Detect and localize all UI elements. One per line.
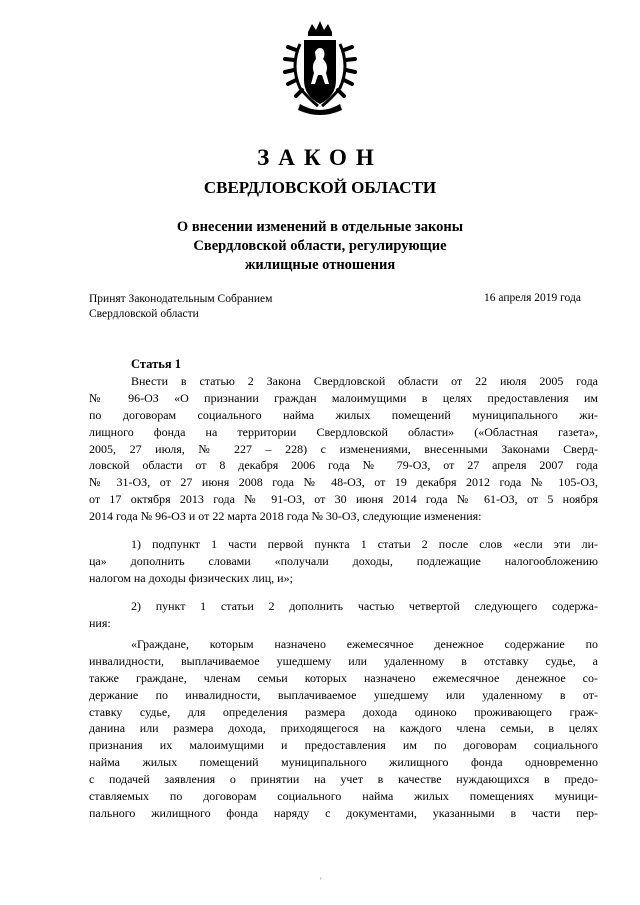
law-subject-line: О внесении изменений в отдельные законы <box>176 219 464 235</box>
text-line: Внести в статью 2 Закона Свердловской области от 22 июля 2005 года <box>131 374 598 388</box>
law-subject-line: жилищные отношения <box>244 257 396 273</box>
text-line: от 17 октября 2013 года № 91-ОЗ, от 30 июня 2014 года № 61-ОЗ, от 5 ноября <box>89 492 598 507</box>
text-line: найма жилых помещений муниципального жилищного фонда одновременно <box>89 755 598 770</box>
text-line: ставляемых по договорам социального найма жилых помещениях муници- <box>89 789 598 804</box>
text-line: № 96-ОЗ «О признании граждан малоимущими в целях предоставления им <box>89 390 598 405</box>
text-line: инвалидности, выплачиваемое ушедшему или удаленному в отставку судье, а <box>89 653 598 668</box>
text-line: признания их малоимущими и предоставления им по договорам социального <box>89 738 598 753</box>
adoption-line: Свердловской области <box>89 308 199 320</box>
text-line: ца» дополнить словами «получали доходы, подлежащие налогообложению <box>89 553 598 568</box>
paragraph <box>89 598 598 632</box>
text-line: 2014 года № 96-ОЗ и от 22 марта 2018 года № 30-ОЗ, следующие изменения: <box>89 509 482 524</box>
text-line: также граждане, членам семьи которых назначено ежемесячное денежное со- <box>89 670 598 685</box>
text-line: данина или размера дохода, приходящегося на каждого члена семьи, в целях <box>89 721 598 736</box>
article-heading: Статья 1 <box>131 357 181 371</box>
text-line: № 31-ОЗ, от 27 июня 2008 года № 48-ОЗ, от 19 декабря 2012 года № 105-ОЗ, <box>89 475 598 490</box>
text-line: налогом на доходы физических лиц, и»; <box>89 570 293 585</box>
region-title: СВЕРДЛОВСКОЙ ОБЛАСТИ <box>203 178 437 197</box>
law-title: ЗАКОН <box>257 145 383 170</box>
law-subject <box>0 218 640 275</box>
paragraph <box>89 636 598 822</box>
text-line: ловской области от 8 декабря 2006 года № 79-ОЗ, от 27 апреля 2007 года <box>89 458 598 473</box>
text-line: ставку судье, для определения размера дохода одиноко проживающего граж- <box>89 704 598 719</box>
text-line: по договорам социального найма жилых помещений муниципального жи- <box>89 407 598 422</box>
text-line: держание по инвалидности, выплачиваемое ушедшему или удаленному в от- <box>89 687 598 702</box>
text-line: с подачей заявления о принятии на учет в качестве нуждающихся в предо- <box>89 772 598 787</box>
law-subject-line: Свердловской области, регулирующие <box>193 238 447 254</box>
page-mark: ' <box>320 876 322 886</box>
text-line: 2) пункт 1 статьи 2 дополнить частью четвертой следующего содержа- <box>131 599 598 613</box>
adoption-date: 16 апреля 2019 года <box>484 292 581 304</box>
text-line: «Граждане, которым назначено ежемесячное денежное содержание по <box>131 637 598 651</box>
paragraph <box>89 536 598 587</box>
paragraph <box>89 373 598 525</box>
text-line: пального жилищного фонда наряду с документами, указанными в части пер- <box>89 805 598 820</box>
text-line: 2005, 27 июля, № 227 – 228) с изменениями, внесенными Законами Сверд- <box>89 441 598 456</box>
adoption-line: Принят Законодательным Собранием <box>89 293 273 305</box>
adoption-note <box>89 292 272 322</box>
text-line: лищного фонда на территории Свердловской области» («Областная газета», <box>89 424 598 439</box>
text-line: 1) подпункт 1 части первой пункта 1 статьи 2 после слов «если эти ли- <box>131 537 598 551</box>
text-line: ния: <box>89 615 111 630</box>
sverdlovsk-coat-of-arms-icon <box>260 18 380 118</box>
